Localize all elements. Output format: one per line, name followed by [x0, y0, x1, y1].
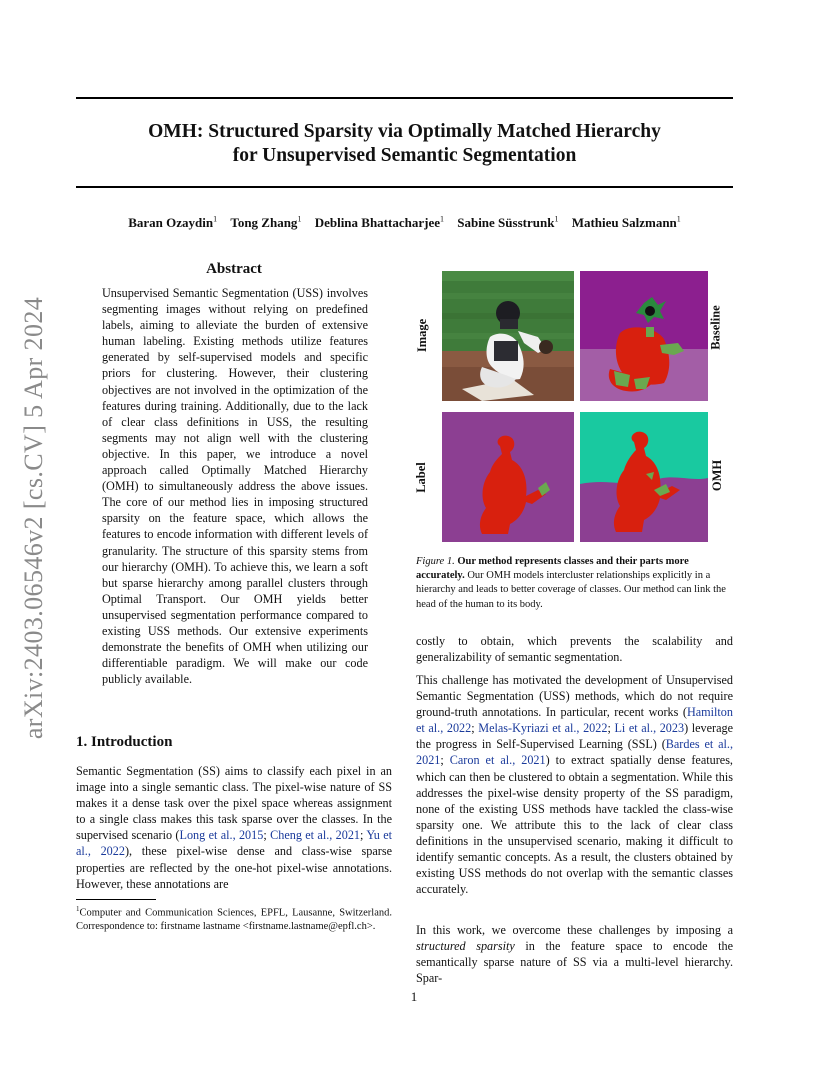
- citation-link[interactable]: Long et al., 2015: [179, 828, 264, 843]
- citation-link[interactable]: Bardes et al., 2021: [416, 737, 733, 768]
- title-bottom-rule: [76, 186, 733, 188]
- intro-paragraph-1-continued: costly to obtain, which prevents the scalability and generalizability of semantic segmentation.: [416, 634, 733, 665]
- citation-link[interactable]: Cheng et al., 2021: [270, 828, 361, 843]
- citation-link[interactable]: Yu et al., 2022: [76, 828, 393, 859]
- figure-baseline-panel: [580, 271, 708, 401]
- intro-paragraph-1: Semantic Segmentation (SS) aims to classify each pixel in an image into a single semantic class. The pixel-wise nature of SS makes it a dense task over the pixel space whereas assignment to a single class makes this task sparse over the classes. In the supervised scenario (Long et al., 2015; Cheng et al., 2021; Yu et al., 2022), these pixel-wise dense and class-wise sparse properties are reflected by the one-hot pixel-wise annotations. However, these annotations are: [76, 764, 393, 891]
- author-list: [76, 215, 733, 231]
- figure-image-panel: [442, 271, 574, 401]
- intro-paragraph-3: In this work, we overcome these challenges by imposing a structured sparsity in the feature space to encode the semantically sparse nature of SS via a multi-level hierarchy. Spar-: [416, 923, 733, 986]
- author: Tong Zhang$^1$: [230, 215, 302, 231]
- baseball-photo: [442, 271, 574, 401]
- citation-link[interactable]: Melas-Kyriazi et al., 2022: [478, 721, 608, 736]
- citation-link[interactable]: Hamilton et al., 2022: [416, 705, 733, 736]
- abstract-heading: Abstract: [206, 261, 262, 277]
- abstract-text: Unsupervised Semantic Segmentation (USS) involves segmenting images without relying on predefined labels, aiming to alleviate the burden of extensive human labeling. Existing methods utilize features generated by self-supervised models and specific priors for clustering. However, their clustering objectives are not involved in the optimization of the features during training. Additionally, due to the lack of clear class definitions in USS, the resulting segments may not align well with the clustering objective. In this paper, we introduce a novel approach called Optimally Matched Hierarchy (OMH) to simultaneously address the above issues. The core of our method lies in imposing structured sparsity on the feature space, which allows the features to encode information with different levels of granularity. The structure of this sparsity stems from our hierarchy (OMH). To achieve this, we learn a soft but sparse hierarchy among parallel clusters through Optimal Transport. Our OMH yields better unsupervised segmentation performance compared to existing USS methods. Our extensive experiments demonstrate the benefits of OMH when utilizing our differentiable paradigm. We will make our code publicly available.: [102, 286, 368, 687]
- title-top-rule: [76, 97, 733, 99]
- figure-label-image: Image: [415, 318, 430, 353]
- footnote: $^1$Computer and Communication Sciences, EPFL, Lausanne, Switzerland. Correspondence to: firstname lastname <firstname.lastname@epfl.ch>.: [76, 905, 392, 932]
- page-number: 1: [410, 989, 418, 1004]
- figure-label-label: Label: [413, 462, 428, 493]
- author: Sabine Süsstrunk$^1$: [457, 215, 559, 231]
- figure-caption: Figure 1. Our method represents classes and their parts more accurately. Our OMH models intercluster relationships explicitly in a hierarchy and leads to better coverage of classes. Our method can link the head of the human to its body.: [416, 556, 726, 610]
- intro-paragraph-2: This challenge has motivated the development of Unsupervised Semantic Segmentation (USS) methods, which do not require ground-truth annotations. In particular, recent works (Hamilton et al., 2022; Melas-Kyriazi et al., 2022; Li et al., 2023) leverage the progress in Self-Supervised Learning (SSL) (Bardes et al., 2021; Caron et al., 2021) to extract spatially dense features, which can then be clustered to obtain a segmentation. While this addresses the pixel-wise density property of the SS paradigm, none of the existing USS methods have tackled the class-wise sparsity one. We attribute this to the lack of clear class definitions in the unsupervised scenario, making it difficult to identify semantic concepts. As a result, the clusters obtained by existing USS methods do not overlap with the semantic classes accurately.: [416, 673, 734, 897]
- section-heading-introduction: 1. Introduction: [76, 734, 173, 750]
- citation-link[interactable]: Li et al., 2023: [614, 721, 685, 736]
- paper-title-line-2: for Unsupervised Semantic Segmentation: [232, 145, 577, 166]
- arxiv-identifier: arXiv:2403.06546v2 [cs.CV] 5 Apr 2024: [19, 296, 48, 740]
- citation-link[interactable]: Caron et al., 2021: [449, 753, 546, 768]
- author: Baran Ozaydin$^1$: [128, 215, 218, 231]
- baseline-segmentation: [580, 271, 708, 401]
- author: Mathieu Salzmann$^1$: [571, 215, 681, 231]
- paper-title-line-1: OMH: Structured Sparsity via Optimally Matched Hierarchy: [148, 121, 661, 142]
- figure-omh-panel: [580, 412, 708, 542]
- figure-label-baseline: Baseline: [708, 305, 723, 350]
- arxiv-sidebar: [18, 294, 50, 742]
- footnote-rule: [76, 899, 156, 900]
- figure-label-panel: [442, 412, 574, 542]
- omh-segmentation: [580, 412, 708, 542]
- ground-truth-label: [442, 412, 574, 542]
- figure-label-omh: OMH: [710, 459, 725, 492]
- author: Deblina Bhattacharjee$^1$: [314, 215, 444, 231]
